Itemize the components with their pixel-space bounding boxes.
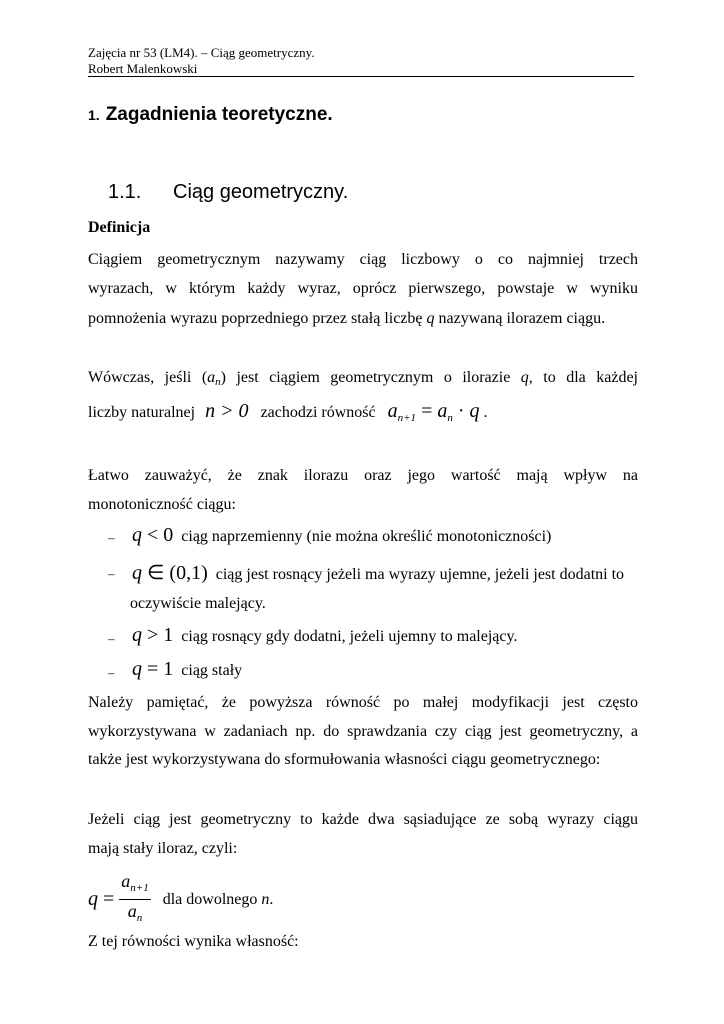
header-course: Zajęcia nr 53 (LM4). – Ciąg geometryczny.: [88, 45, 315, 60]
math-eq: =: [98, 888, 120, 910]
nalezy-line-2: wykorzystywana w zadaniach np. do sprawdzania czy ciąg jest geometryczny, a: [88, 723, 638, 740]
header-rule: [88, 76, 634, 77]
subsection-heading-1-1: [108, 181, 348, 204]
bullet-text: ciąg jest rosnący jeżeli ma wyrazy ujemne, jeżeli jest dodatni to: [215, 566, 625, 583]
text-span: zachodzi równość: [260, 404, 376, 421]
math-q: q: [132, 524, 142, 546]
math-a: a: [127, 901, 137, 921]
wowczas-line-1: [88, 362, 638, 398]
section-number: 1.: [88, 107, 100, 123]
formula-tail: [163, 891, 274, 908]
text-span: liczby naturalnej: [88, 404, 196, 421]
math-a: a: [207, 369, 216, 386]
bullet-dash: –: [108, 665, 115, 680]
subsection-title: Ciąg geometryczny.: [173, 181, 349, 203]
bullet-text: ciąg rosnący gdy dodatni, jeżeli ujemny to malejący.: [181, 628, 518, 645]
math-q: q: [132, 624, 142, 646]
math-n: n: [261, 890, 270, 908]
definition-heading: Definicja: [88, 219, 151, 236]
math-sub: n: [136, 912, 143, 924]
fraction-numerator: [119, 870, 150, 900]
math-sub: n: [447, 412, 453, 424]
math-q: q: [132, 658, 142, 680]
math-condition: n > 0: [205, 400, 249, 422]
math-relation: = 1: [142, 658, 174, 680]
jezeli-line-2: mają stały iloraz, czyli:: [88, 840, 238, 857]
bullet-dash: –: [108, 530, 115, 545]
bullet-text: ciąg stały: [181, 662, 243, 679]
ratio-formula: [88, 870, 273, 929]
text-span: nazywaną ilorazem ciągu.: [434, 310, 606, 327]
subsection-number: 1.1.: [108, 181, 142, 203]
text-span: pomnożenia wyrazu poprzedniego przez stałą liczbę: [88, 310, 427, 327]
math-q: q: [469, 400, 480, 422]
math-relation: > 1: [142, 624, 174, 646]
fraction-denominator: [119, 900, 150, 929]
section-title: Zagadnienia teoretyczne.: [105, 104, 333, 125]
bullet-item: [132, 524, 551, 547]
math-q: q: [426, 310, 435, 327]
text-span: Wówczas, jeśli (: [88, 369, 208, 386]
nalezy-line-1: Należy pamiętać, że powyższa równość po małej modyfikacji jest często: [88, 694, 638, 711]
latwo-line-2: monotoniczność ciągu:: [88, 496, 236, 513]
last-line: Z tej równości wynika własność:: [88, 933, 299, 950]
bullet-continuation: oczywiście malejący.: [130, 595, 266, 612]
math-sub: n: [215, 376, 221, 388]
text-span: dla dowolnego: [162, 890, 262, 908]
math-relation: < 0: [142, 524, 174, 546]
bullet-item: [132, 560, 624, 585]
text-span: to dla każdej: [532, 369, 638, 386]
bullet-dash: –: [108, 566, 115, 581]
math-q: q,: [520, 369, 533, 386]
math-a: a: [121, 871, 131, 891]
definition-line-3: [88, 310, 605, 328]
latwo-line-1: Łatwo zauważyć, że znak ilorazu oraz jego wartość mają wpływ na: [88, 467, 638, 484]
math-q: q: [88, 888, 98, 910]
nalezy-line-3: także jest wykorzystywana do sformułowania własności ciągu geometrycznego:: [88, 751, 601, 768]
text-span: ) jest ciągiem geometrycznym o ilorazie: [220, 369, 521, 386]
text-span: .: [479, 404, 488, 421]
bullet-dash: –: [108, 631, 115, 646]
math-a: a: [437, 400, 448, 422]
math-sub: n+1: [397, 412, 417, 424]
jezeli-line-1: Jeżeli ciąg jest geometryczny to każde dwa sąsiadujące ze sobą wyrazy ciągu: [88, 811, 638, 828]
math-dot: ·: [452, 400, 470, 422]
section-heading-1: [88, 104, 333, 126]
math-eq: =: [416, 400, 438, 422]
math-q: q: [132, 562, 142, 584]
definition-line-1: Ciągiem geometrycznym nazywamy ciąg liczbowy o co najmniej trzech: [88, 251, 638, 268]
recurrence-formula: [387, 400, 488, 424]
math-sub: n+1: [130, 882, 149, 894]
wowczas-line-2: [88, 400, 488, 424]
text-span: .: [269, 890, 274, 908]
bullet-item: [132, 658, 242, 681]
bullet-item: [132, 624, 517, 647]
definition-line-2: wyrazach, w którym każdy wyraz, oprócz pierwszego, powstaje w wyniku: [88, 280, 638, 297]
bullet-text: ciąg naprzemienny (nie można określić monotoniczności): [181, 528, 552, 545]
math-a: a: [387, 400, 398, 422]
fraction: [119, 870, 150, 929]
header-author: Robert Malenkowski: [88, 61, 198, 76]
math-relation: ∈ (0,1): [142, 562, 208, 584]
